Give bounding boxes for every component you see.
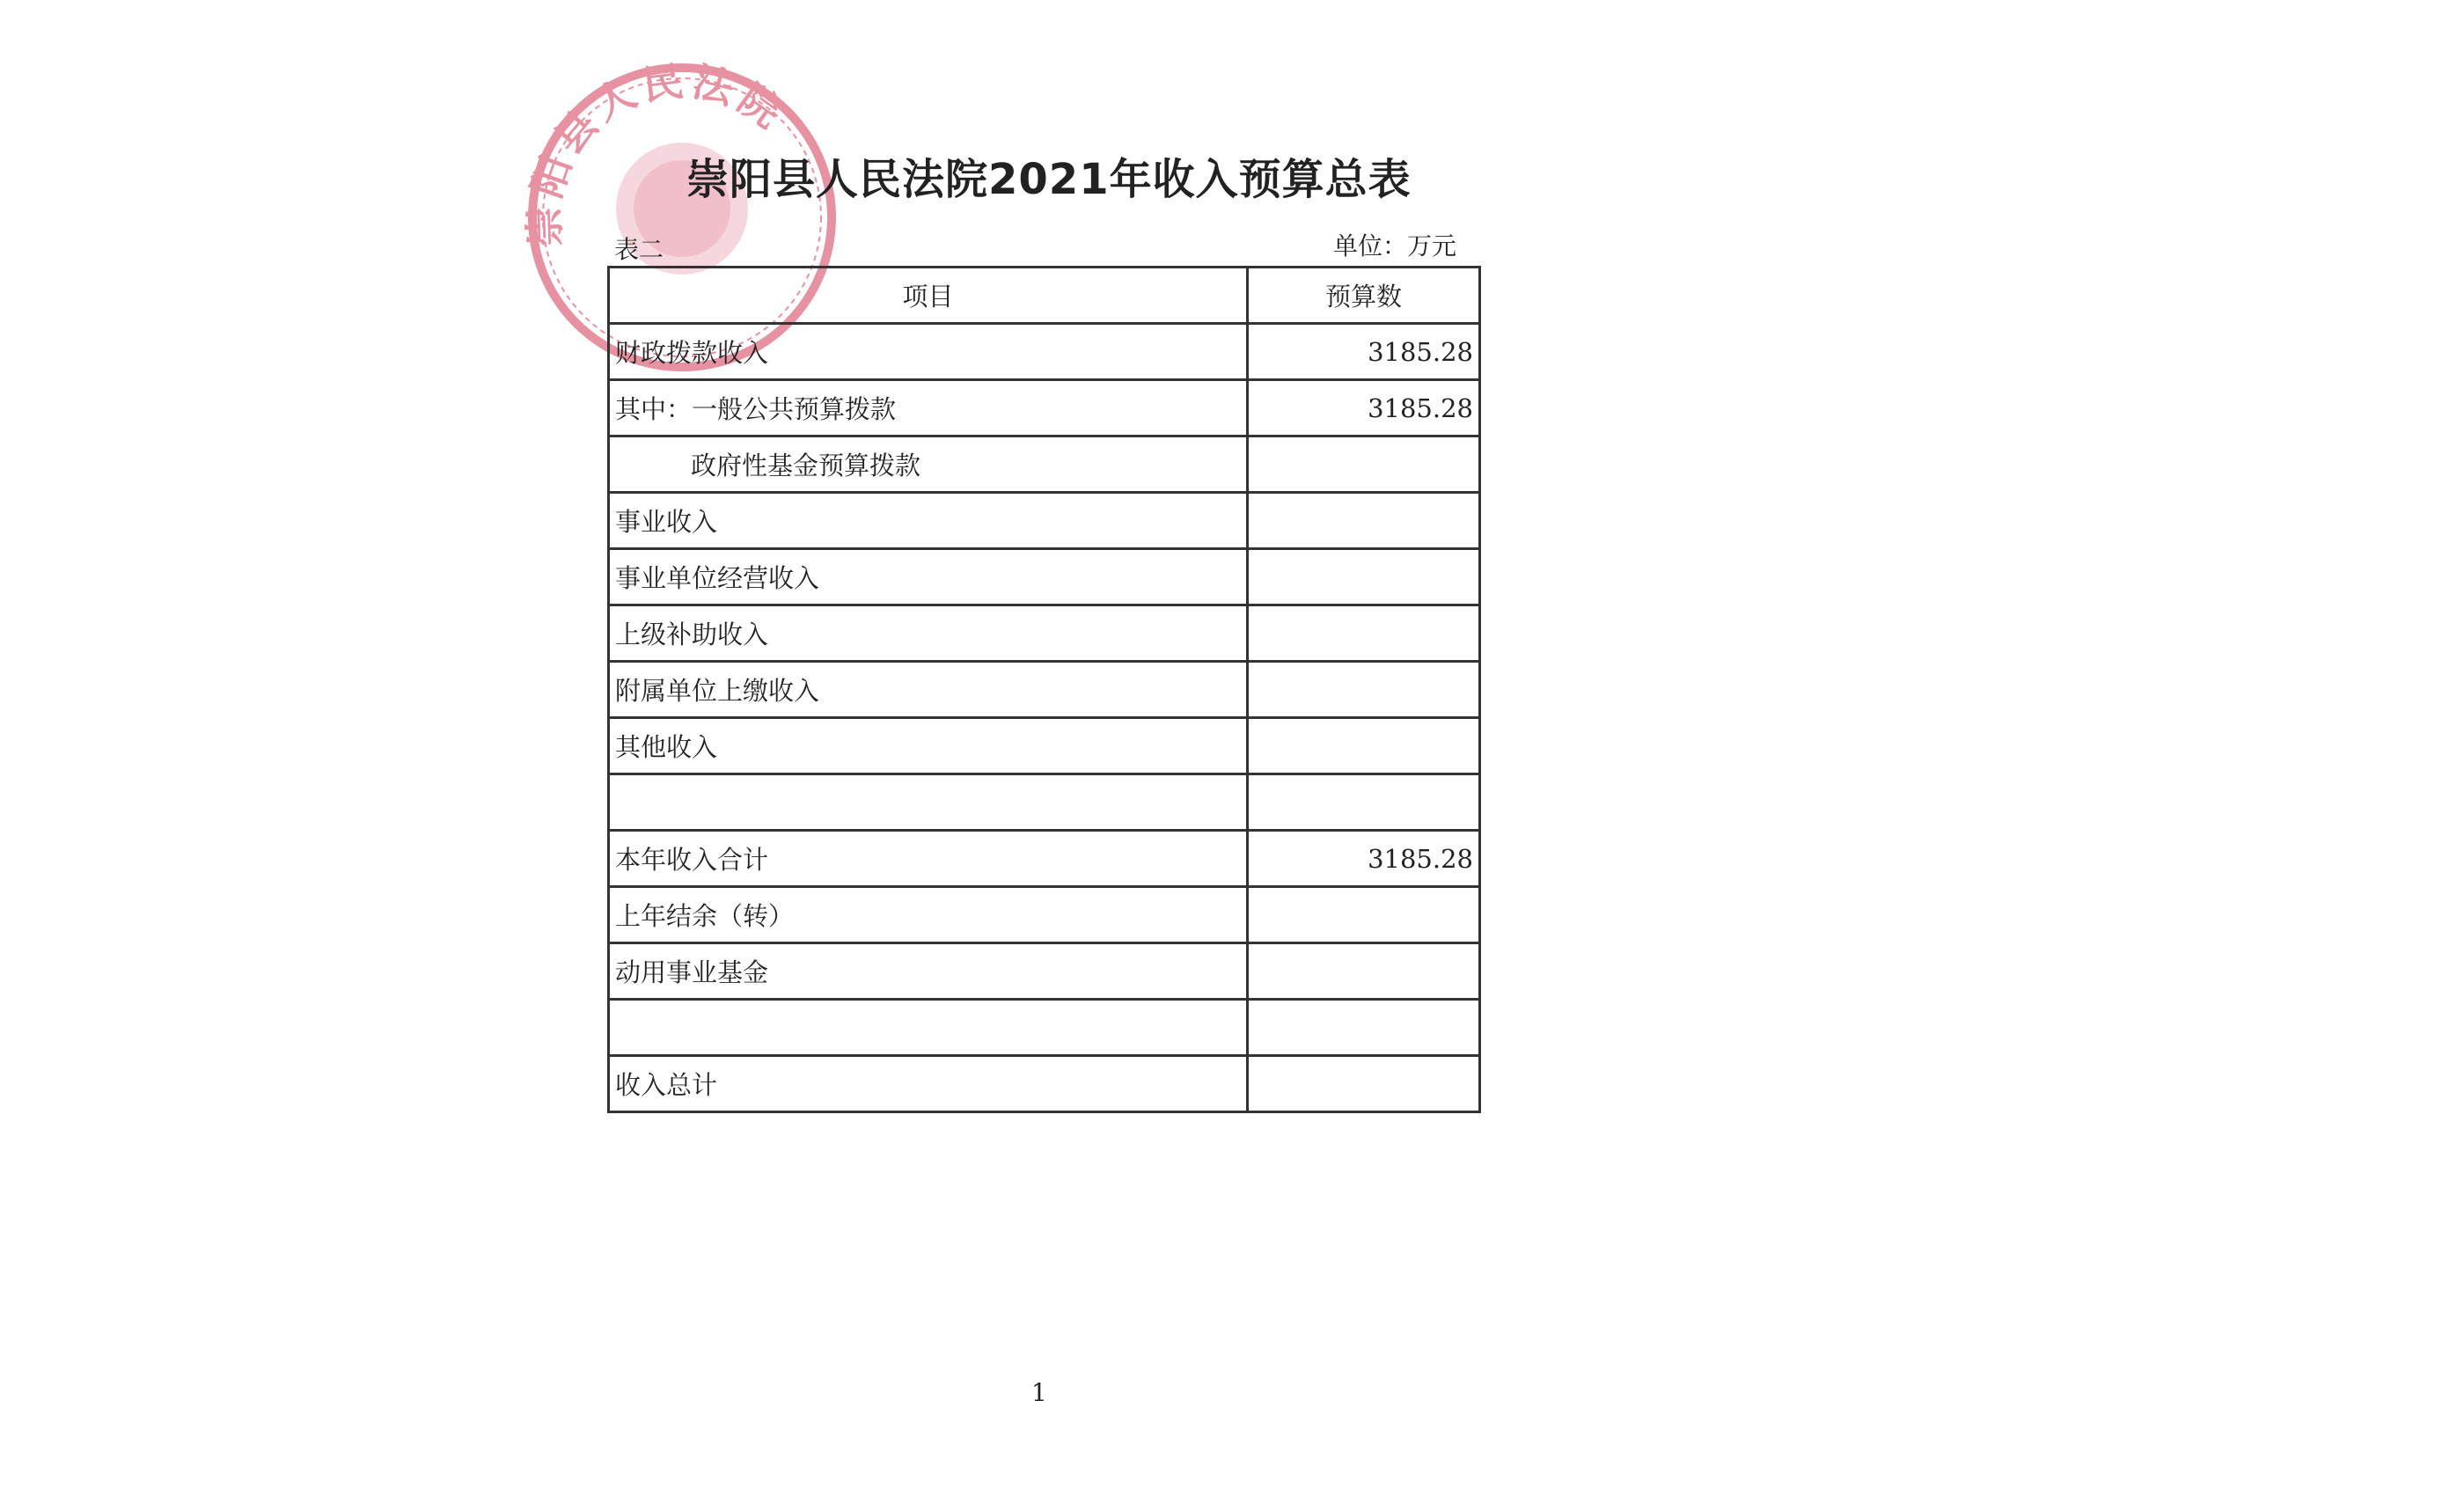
row-item: 其他收入 [609,718,1248,774]
table-row [609,549,1480,605]
table-label: 表二 [614,235,664,264]
row-amount [1248,718,1480,774]
row-amount [1248,605,1480,662]
table-row [609,493,1480,549]
row-amount [1248,774,1480,831]
row-item: 附属单位上缴收入 [609,662,1248,718]
header-budget: 预算数 [1248,268,1480,324]
table-header-row [609,268,1480,324]
row-item [609,1000,1248,1056]
row-item: 财政拨款收入 [609,324,1248,380]
row-amount [1248,943,1480,1000]
row-amount [1248,662,1480,718]
row-amount: 3185.28 [1248,380,1480,436]
row-amount [1248,1000,1480,1056]
row-item: 上年结余（转） [609,887,1248,943]
budget-table [607,266,1481,1113]
document-title: 崇阳县人民法院2021年收入预算总表 [686,155,1412,204]
page-number: 1 [1031,1378,1047,1407]
table-row [609,662,1480,718]
seal-text: 崇阳县人民法院 [520,56,795,248]
row-item [609,774,1248,831]
table-row [609,887,1480,943]
table-row-total [609,1056,1480,1112]
row-item: 政府性基金预算拨款 [609,436,1248,493]
table-row [609,436,1480,493]
row-amount [1248,1056,1480,1112]
table-row [609,324,1480,380]
table-row [609,943,1480,1000]
table-row [609,605,1480,662]
table-row-empty [609,1000,1480,1056]
row-item: 其中：一般公共预算拨款 [609,380,1248,436]
row-amount: 3185.28 [1248,831,1480,887]
row-amount [1248,436,1480,493]
header-item: 项目 [609,268,1248,324]
table-row [609,831,1480,887]
row-item: 事业单位经营收入 [609,549,1248,605]
row-item: 上级补助收入 [609,605,1248,662]
row-item: 动用事业基金 [609,943,1248,1000]
table-row-empty [609,774,1480,831]
row-item: 本年收入合计 [609,831,1248,887]
row-item: 收入总计 [609,1056,1248,1112]
row-amount [1248,887,1480,943]
table-row [609,718,1480,774]
row-amount [1248,549,1480,605]
table-row [609,380,1480,436]
row-item: 事业收入 [609,493,1248,549]
unit-label: 单位：万元 [1333,231,1457,260]
row-amount [1248,493,1480,549]
row-amount: 3185.28 [1248,324,1480,380]
